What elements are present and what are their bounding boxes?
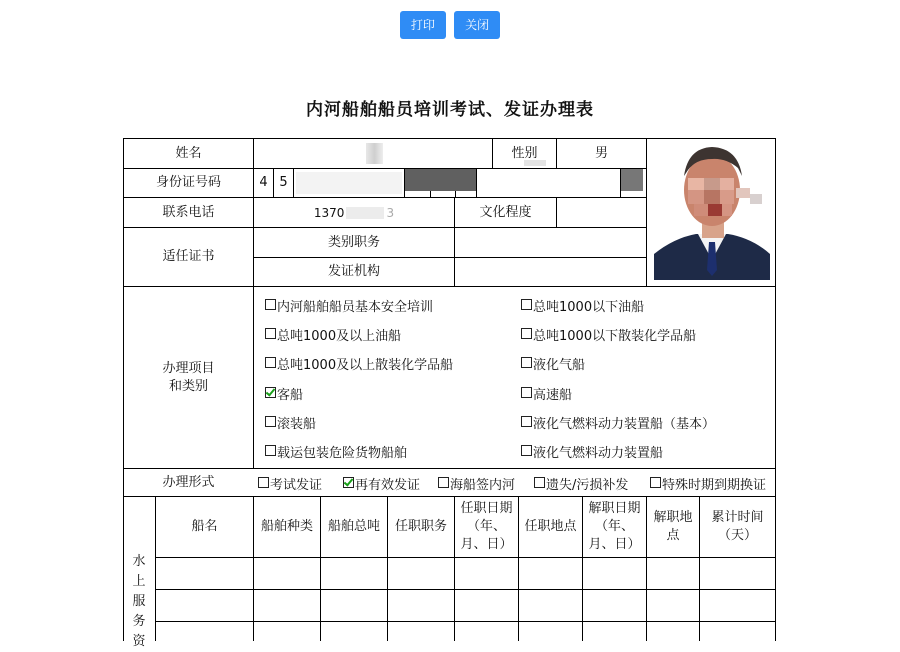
checkbox-icon[interactable]: [521, 299, 532, 310]
option-label: 液化气燃料动力装置船: [533, 446, 664, 461]
checkbox-icon[interactable]: [521, 357, 532, 368]
header-total-days: 累计时间 （天）: [711, 510, 764, 543]
checkbox-icon[interactable]: [265, 416, 276, 427]
print-button[interactable]: 打印: [400, 11, 446, 39]
item-oil-under-1000[interactable]: [521, 296, 644, 315]
gender-label-mask: [524, 160, 546, 166]
id-mask-end: [621, 169, 643, 191]
header-start-date: 任职日期 （年、 月、日）: [460, 501, 513, 552]
issuer-label: 发证机构: [327, 264, 380, 279]
checkbox-icon[interactable]: [265, 299, 276, 310]
header-ship-type: 船舶种类: [260, 519, 313, 534]
option-label: 总吨1000及以上散装化学品船: [277, 358, 454, 373]
item-roro-ship[interactable]: [265, 413, 316, 432]
option-label: 内河船舶船员基本安全培训: [277, 300, 434, 315]
header-end-date: 解职日期 （年、 月、日）: [588, 501, 641, 552]
checkbox-icon[interactable]: [534, 477, 545, 488]
applicant-photo: [654, 142, 770, 280]
header-position: 任职职务: [394, 519, 447, 534]
checkbox-icon[interactable]: [265, 445, 276, 456]
gender-label: 性别: [511, 145, 538, 161]
item-chem-under-1000[interactable]: [521, 325, 696, 344]
form-label: 办理形式: [162, 474, 215, 490]
option-label: 遗失/污损补发: [546, 478, 629, 493]
header-ship-name: 船名: [191, 519, 218, 534]
checkbox-icon[interactable]: [521, 416, 532, 427]
option-label: 总吨1000及以上油船: [277, 329, 402, 344]
name-mask: [366, 143, 383, 164]
option-label: 总吨1000以下油船: [533, 300, 645, 315]
item-passenger-ship[interactable]: [265, 384, 303, 403]
form-revalidation[interactable]: [343, 474, 420, 493]
name-label: 姓名: [175, 145, 202, 161]
option-label: 滚装船: [277, 417, 317, 432]
form-sea-to-inland[interactable]: [438, 474, 515, 493]
phone-mask: [346, 207, 384, 219]
item-chem-1000-above[interactable]: [265, 354, 453, 373]
page-title: 内河船舶船员培训考试、发证办理表: [306, 100, 594, 120]
portrait-image: [654, 142, 770, 280]
items-label: [124, 287, 253, 468]
gender-value: 男: [594, 145, 608, 161]
option-label: 载运包装危险货物船舶: [277, 446, 408, 461]
header-start-place: 任职地点: [524, 519, 577, 534]
item-lpg-ship[interactable]: [521, 354, 585, 373]
option-label: 考试发证: [270, 478, 323, 493]
checkbox-icon[interactable]: [521, 328, 532, 339]
checkbox-checked-icon[interactable]: [343, 477, 354, 488]
category-label: 类别职务: [327, 234, 380, 250]
checkbox-icon[interactable]: [265, 357, 276, 368]
service-side-label: 水 上 服 务 资: [132, 554, 146, 649]
item-lng-fuel-basic[interactable]: [521, 413, 715, 432]
item-basic-safety[interactable]: [265, 296, 433, 315]
id-mask-dark: [405, 169, 476, 191]
certificate-label: 适任证书: [162, 249, 215, 264]
phone-label: 联系电话: [162, 204, 215, 220]
close-button[interactable]: 关闭: [454, 11, 500, 39]
checkbox-icon[interactable]: [521, 445, 532, 456]
phone-value: [254, 198, 454, 227]
option-label: 高速船: [533, 388, 573, 403]
item-high-speed[interactable]: [521, 384, 572, 403]
id-digit-2: 5: [279, 175, 288, 190]
phone-text: 1370: [313, 205, 345, 220]
option-label: 特殊时期到期换证: [662, 478, 767, 493]
item-dangerous-goods[interactable]: [265, 442, 407, 461]
checkbox-icon[interactable]: [258, 477, 269, 488]
item-lng-fuel[interactable]: [521, 442, 663, 461]
checkbox-icon[interactable]: [438, 477, 449, 488]
checkbox-icon[interactable]: [521, 387, 532, 398]
id-number-label: 身份证号码: [155, 175, 221, 190]
form-special-renewal[interactable]: [650, 474, 766, 493]
option-label: 再有效发证: [355, 478, 421, 493]
option-label: 液化气燃料动力装置船（基本）: [533, 417, 716, 432]
form-exam[interactable]: [258, 474, 322, 493]
item-oil-1000-above[interactable]: [265, 325, 401, 344]
id-digit-1: 4: [259, 175, 268, 190]
option-label: 海船签内河: [450, 478, 516, 493]
items-label-text: 办理项目 和类别: [162, 360, 215, 394]
checkbox-icon[interactable]: [265, 328, 276, 339]
id-mask-light: [296, 172, 402, 194]
header-end-place: 解职地 点: [653, 510, 693, 543]
education-label: 文化程度: [479, 204, 532, 220]
header-gross-tonnage: 船舶总吨: [327, 519, 380, 534]
phone-tail: 3: [386, 205, 395, 220]
form-reissue[interactable]: [534, 474, 628, 493]
checkbox-checked-icon[interactable]: [265, 387, 276, 398]
option-label: 客船: [277, 388, 304, 403]
option-label: 液化气船: [533, 358, 586, 373]
checkbox-icon[interactable]: [650, 477, 661, 488]
option-label: 总吨1000以下散装化学品船: [533, 329, 697, 344]
